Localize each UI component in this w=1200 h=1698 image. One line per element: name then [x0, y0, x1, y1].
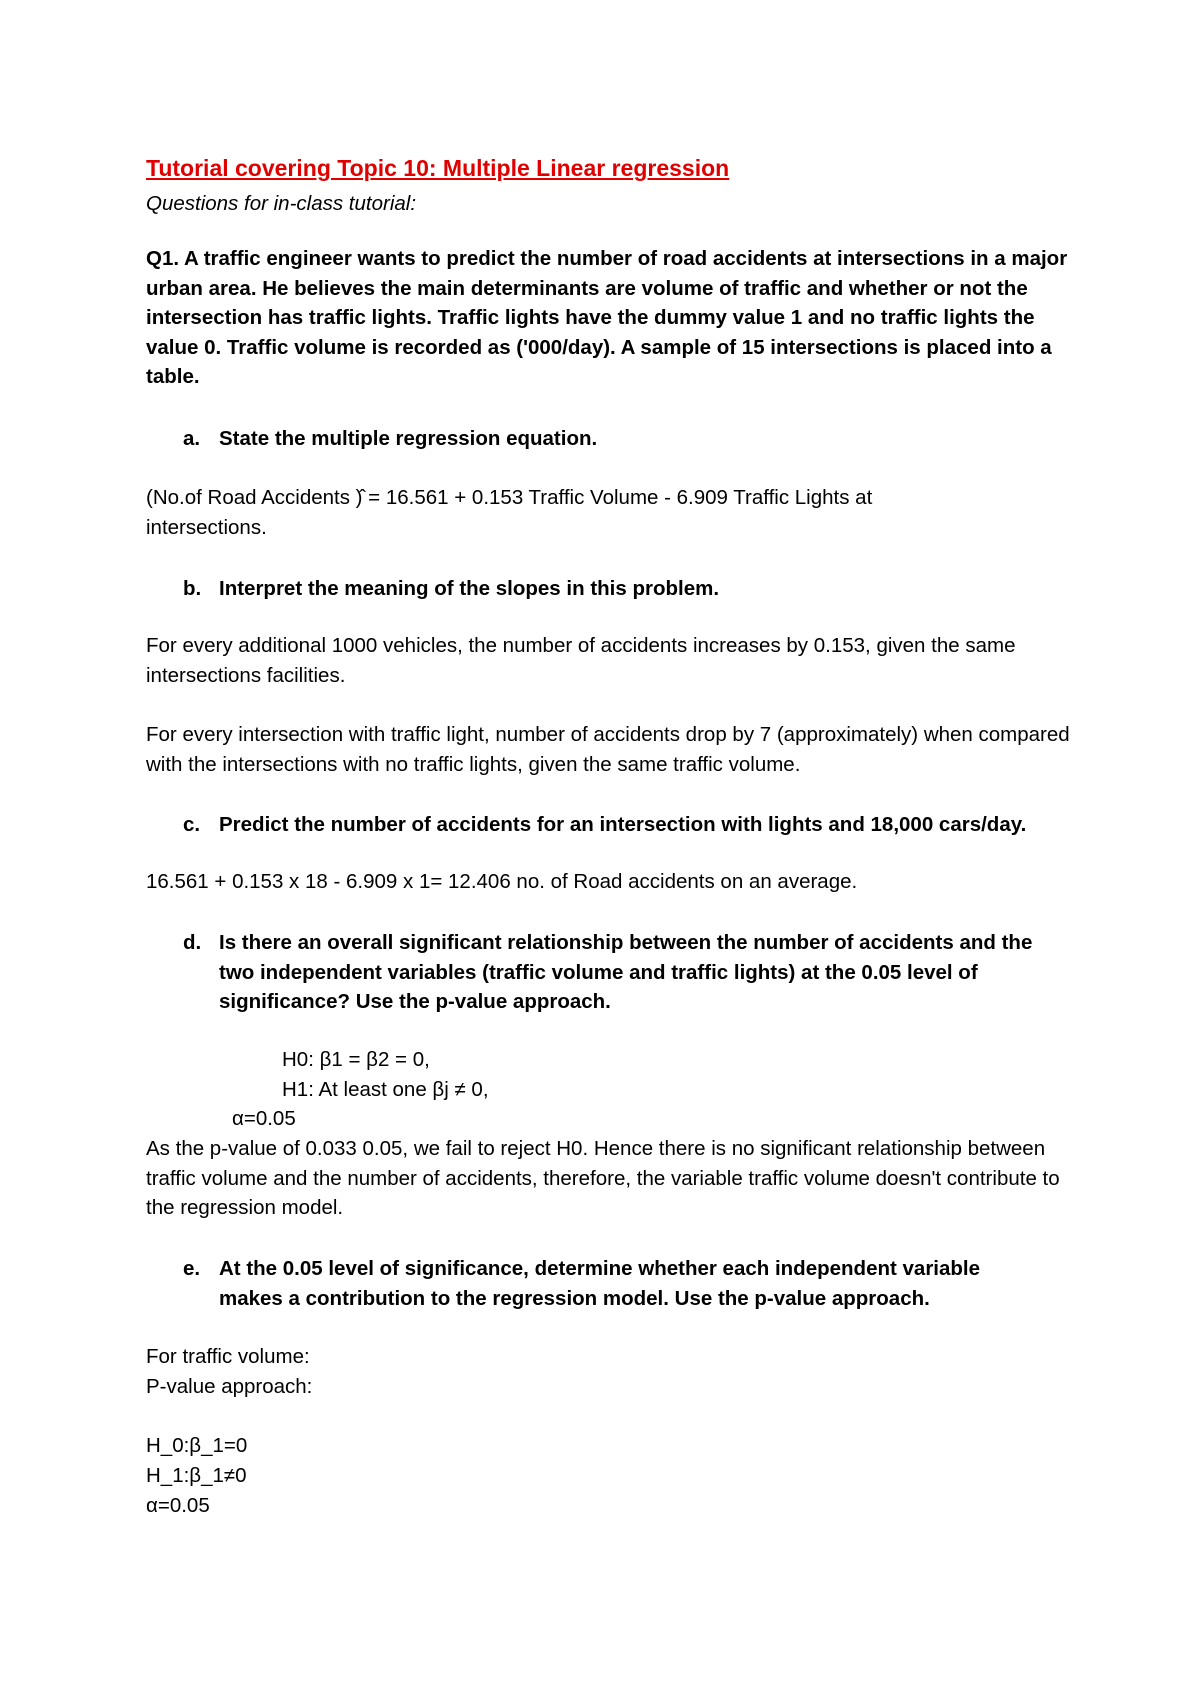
answer-d-alpha: α=0.05	[232, 1107, 296, 1130]
part-d-question: Is there an overall significant relationship between the number of accidents and the two independent variables (traffic volume and traffic lights) at the 0.05 level of significance? Use the p-value approach.	[219, 931, 1033, 1013]
part-b-letter: b.	[183, 577, 202, 600]
part-c-question: Predict the number of accidents for an intersection with lights and 18,000 cars/day.	[219, 813, 1027, 836]
page-title: Tutorial covering Topic 10: Multiple Linear regression	[146, 155, 730, 181]
answer-b-1: For every additional 1000 vehicles, the number of accidents increases by 0.153, given the same intersections facilities.	[146, 634, 1016, 687]
part-e-question: At the 0.05 level of significance, determine whether each independent variable makes a contribution to the regression model. Use the p-value approach.	[219, 1257, 981, 1310]
answer-e-alpha: α=0.05	[146, 1494, 210, 1517]
answer-a: (No.of Road Accidents )̂ = 16.561 + 0.153 Traffic Volume - 6.909 Traffic Lights at intersections.	[146, 486, 873, 539]
answer-d-h1: H1: At least one βj ≠ 0,	[282, 1078, 489, 1101]
part-e-letter: e.	[183, 1257, 201, 1280]
answer-e-h1: H_1:β_1≠0	[146, 1464, 247, 1487]
answer-e-h0: H_0:β_1=0	[146, 1434, 248, 1457]
answer-d-conclusion: As the p-value of 0.033 0.05, we fail to reject H0. Hence there is no significant relationship between traffic volume and the number of accidents, therefore, the variable traffic volume doesn't contribute to the regression model.	[146, 1137, 1060, 1219]
answer-b-2: For every intersection with traffic light, number of accidents drop by 7 (approximately) when compared with the intersections with no traffic lights, given the same traffic volume.	[146, 723, 1070, 776]
page-subtitle: Questions for in-class tutorial:	[146, 192, 417, 215]
part-a-letter: a.	[183, 427, 201, 450]
answer-d-h0: H0: β1 = β2 = 0,	[282, 1048, 430, 1071]
part-c-letter: c.	[183, 813, 201, 836]
part-d-letter: d.	[183, 931, 202, 954]
answer-e-for: For traffic volume:	[146, 1345, 310, 1368]
answer-c: 16.561 + 0.153 x 18 - 6.909 x 1= 12.406 no. of Road accidents on an average.	[146, 870, 858, 893]
question-q1: Q1. A traffic engineer wants to predict the number of road accidents at intersections in a major urban area. He believes the main determinants are volume of traffic and whether or not the intersection has traffic lights. Traffic lights have the dummy value 1 and no traffic lights the value 0. Traffic volume is recorded as ('000/day). A sample of 15 intersections is placed into a table.	[146, 247, 1068, 388]
part-a-question: State the multiple regression equation.	[219, 427, 598, 450]
answer-e-approach: P-value approach:	[146, 1375, 313, 1398]
part-b-question: Interpret the meaning of the slopes in this problem.	[219, 577, 720, 600]
